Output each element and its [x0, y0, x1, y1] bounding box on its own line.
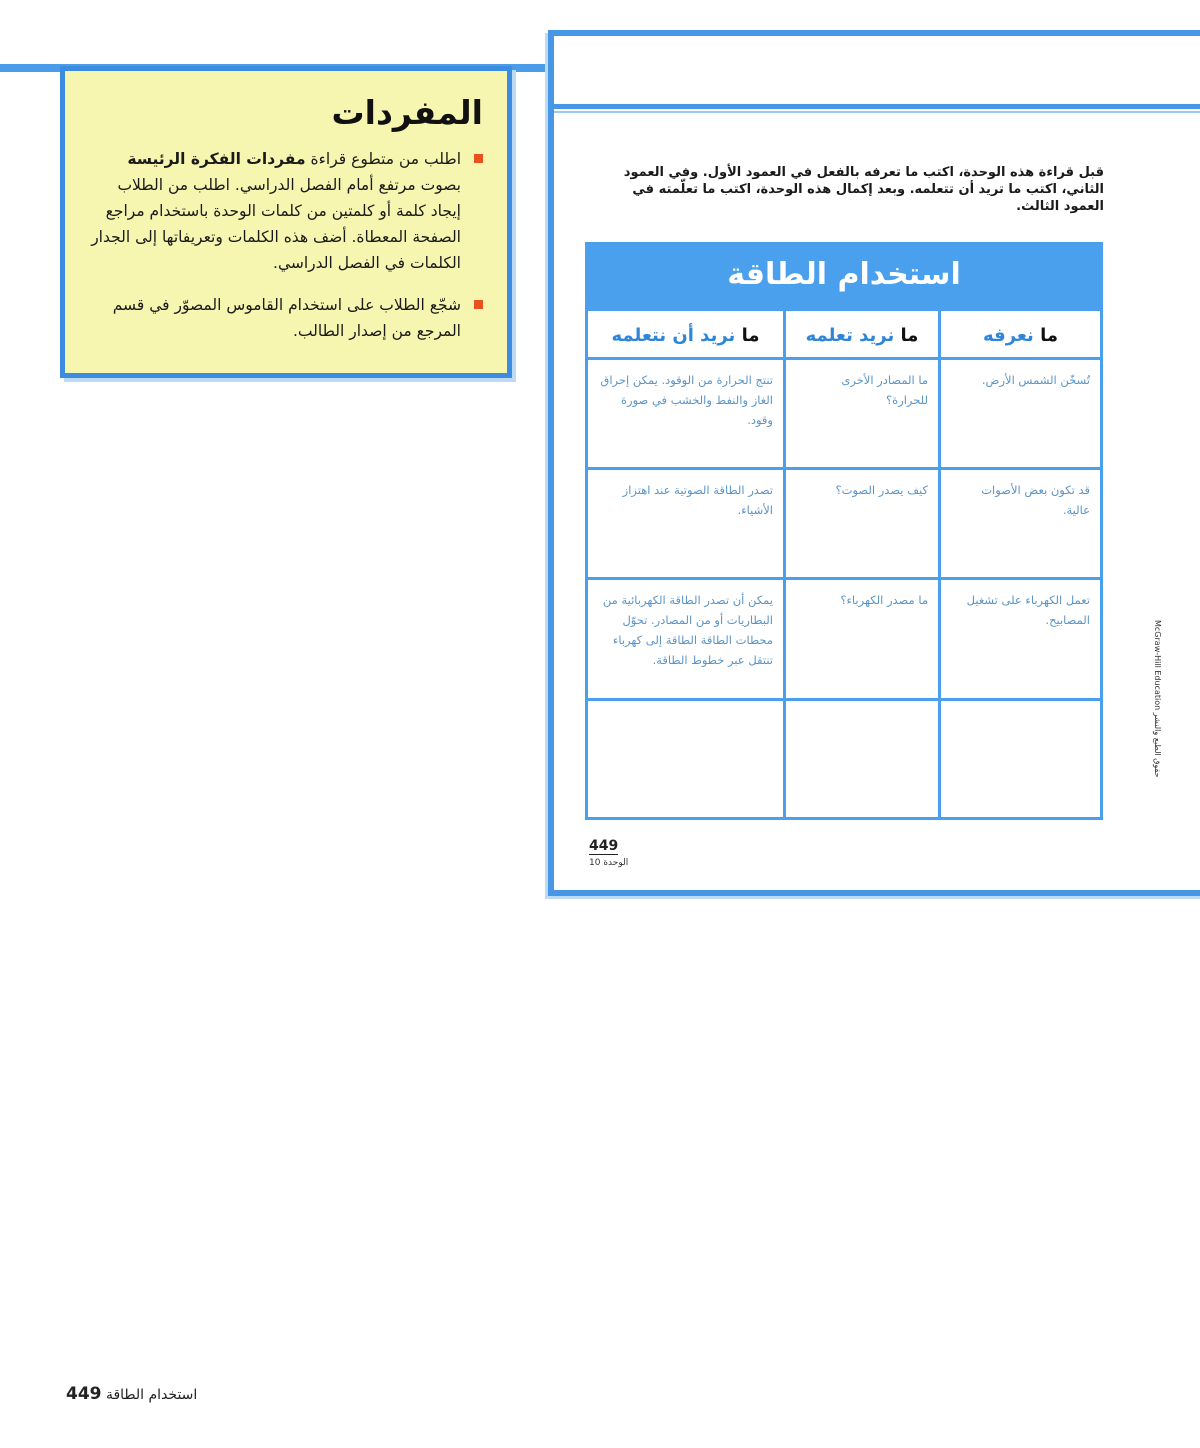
kwl-table	[585, 242, 1103, 820]
column-header-know: ما نعرفه	[938, 308, 1103, 360]
copyright-credit: McGraw-Hill Education حقوق الطبع والنشر	[1153, 620, 1162, 778]
preview-page-number: 449	[589, 838, 619, 854]
preview-unit-label: الوحدة 10	[589, 858, 629, 868]
table-cell: قد تكون بعض الأصوات عالية.	[938, 467, 1103, 580]
bullet-square-icon	[474, 300, 483, 309]
preview-header-subbar	[554, 111, 1200, 113]
footer-title: استخدام الطاقة	[105, 1387, 198, 1403]
preview-header-bar	[554, 104, 1200, 109]
table-cell: تُسخّن الشمس الأرض.	[938, 357, 1103, 470]
kwl-table-title: استخدام الطاقة	[585, 242, 1103, 308]
page-footer	[58, 1384, 218, 1404]
column-header-want: ما نريد تعلمه	[783, 308, 941, 360]
table-cell: ما المصادر الأخرى للحرارة؟	[783, 357, 941, 470]
table-cell: كيف يصدر الصوت؟	[783, 467, 941, 580]
preview-instructions: قبل قراءة هذه الوحدة، اكتب ما تعرفه بالفعل في العمود الأول. وفي العمود الثاني، اكتب ما تريد أن تتعلمه. وبعد إكمال هذه الوحدة، اكتب ما تعلّمته في العمود الثالث.	[623, 165, 1104, 214]
column-header-learned: ما نريد أن نتعلمه	[585, 308, 786, 360]
vocabulary-paragraph-1: اطلب من متطوع قراءة مفردات الفكرة الرئيسة بصوت مرتفع أمام الفصل الدراسي. اطلب من الطلاب إيجاد كلمة أو كلمتين من كلمات الوحدة باستخدام مراجع الصفحة المعطاة. أضف هذه الكلمات وتعريفاتها إلى الجدار الكلمات في الفصل الدراسي.	[85, 146, 483, 276]
table-cell: يمكن أن تصدر الطاقة الكهربائية من البطاريات أو من المصادر. تحوّل محطات الطاقة الطاقة إلى كهرباء تنتقل عبر خطوط الطاقة.	[585, 577, 786, 701]
key-vocab-bold: مفردات الفكرة الرئيسة	[127, 150, 306, 168]
vocabulary-paragraph-2: شجّع الطلاب على استخدام القاموس المصوّر في قسم المرجع من إصدار الطالب.	[85, 292, 483, 344]
table-cell: تصدر الطاقة الصوتية عند اهتزاز الأشياء.	[585, 467, 786, 580]
vocabulary-box	[60, 66, 512, 378]
table-cell: تعمل الكهرباء على تشغيل المصابيح.	[938, 577, 1103, 701]
footer-page-number: 449	[66, 1384, 102, 1404]
vocabulary-title: المفردات	[331, 93, 483, 132]
table-cell: ما مصدر الكهرباء؟	[783, 577, 941, 701]
table-cell	[938, 698, 1103, 820]
table-cell: تنتج الحرارة من الوقود. يمكن إحراق الغاز والنفط والخشب في صورة وقود.	[585, 357, 786, 470]
table-cell	[783, 698, 941, 820]
bullet-square-icon	[474, 154, 483, 163]
table-cell	[585, 698, 786, 820]
